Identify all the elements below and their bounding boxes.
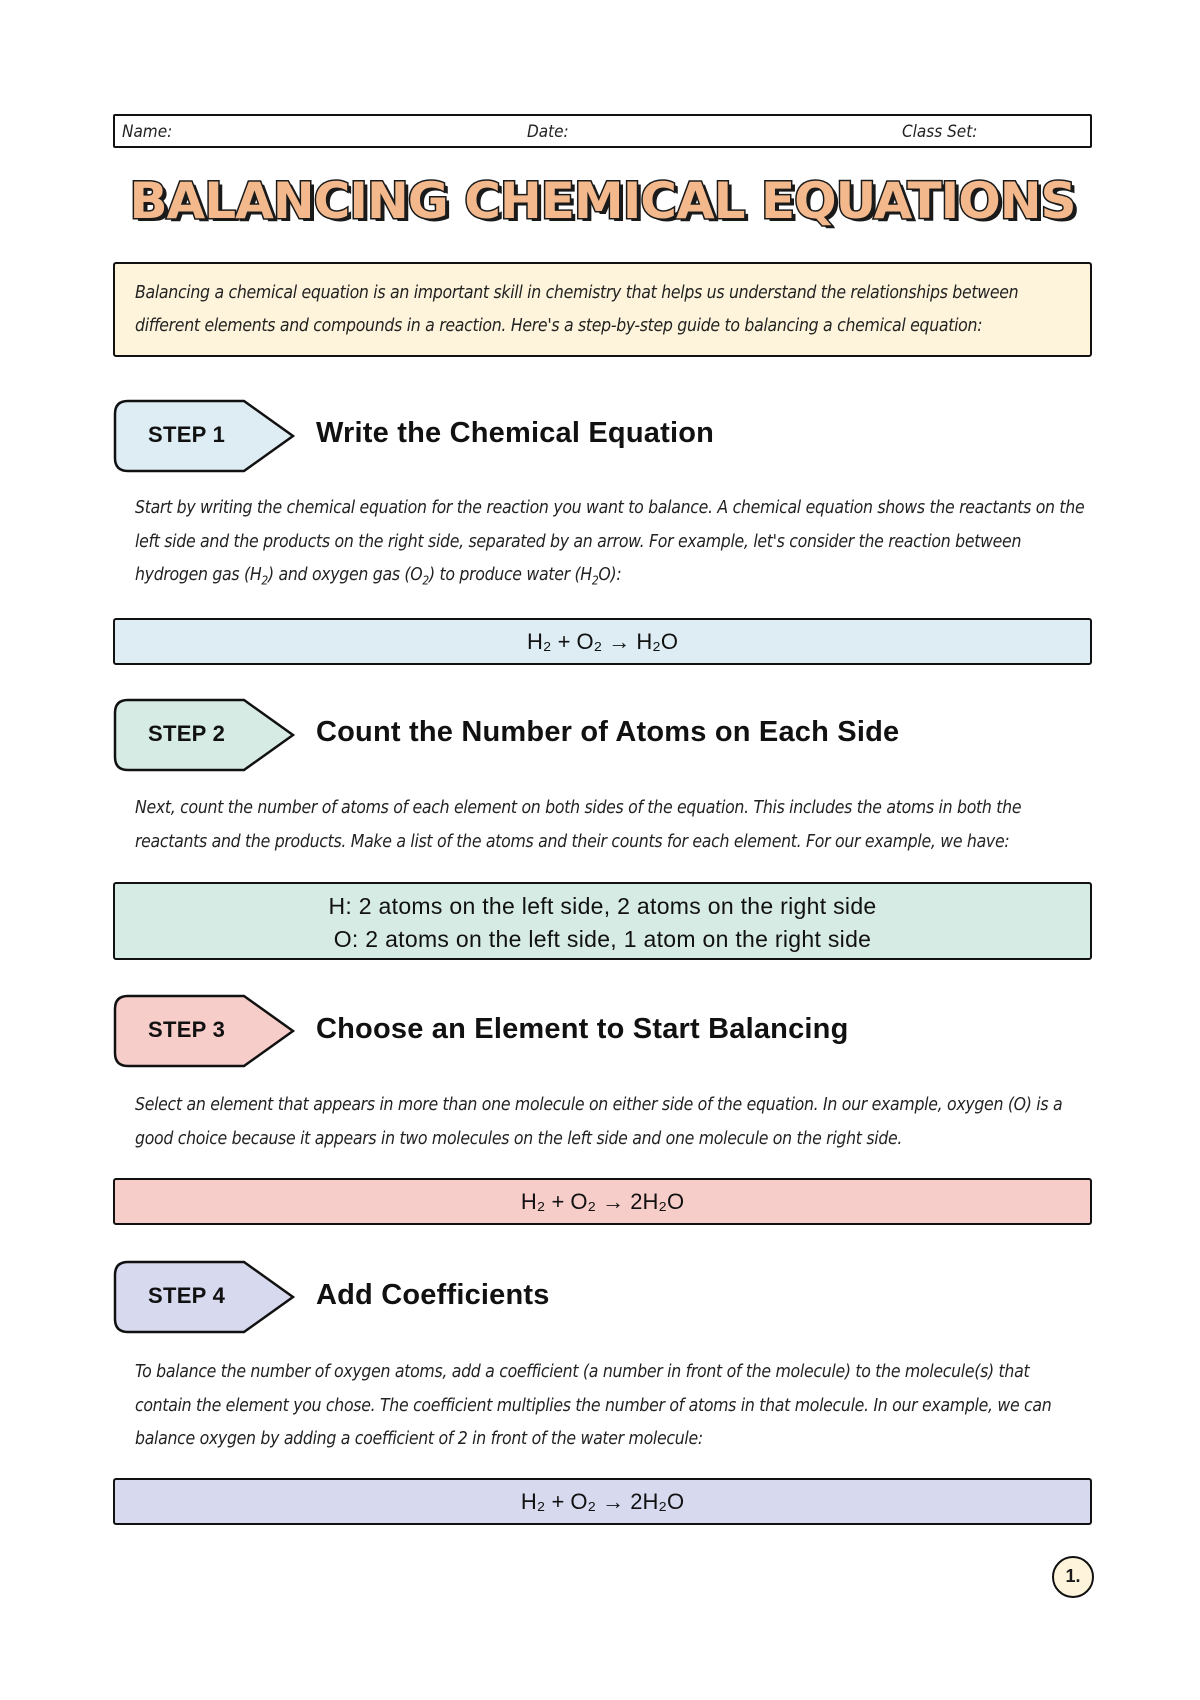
step-1-label: STEP 1 (148, 422, 226, 447)
atom-count-oxygen: O: 2 atoms on the left side, 1 atom on the right side (333, 926, 872, 952)
page-title: BALANCING CHEMICAL EQUATIONS (129, 172, 1076, 230)
student-info-bar (113, 114, 1092, 148)
step-1-equation: H₂ + O₂ → H₂O (527, 629, 678, 654)
step-2-atom-count-box (113, 882, 1092, 960)
date-field-label: Date: (527, 122, 569, 142)
step-2-label: STEP 2 (148, 721, 226, 746)
step-4-equation-box (113, 1478, 1092, 1525)
class-set-field-label: Class Set: (902, 122, 978, 142)
step-2-tag (112, 697, 296, 773)
page-number-badge: 1. (1052, 1556, 1094, 1598)
step-3-tag (112, 993, 296, 1069)
intro-text: Balancing a chemical equation is an important skill in chemistry that helps us understand the relationships between different elements and compounds in a reaction. Here's a step-by-step guide to balancing a chemical equation: (135, 283, 1019, 336)
step-4-equation: H₂ + O₂ → 2H₂O (520, 1489, 685, 1514)
step-4-title: Add Coefficients (316, 1279, 550, 1311)
step-3-label: STEP 3 (148, 1017, 226, 1042)
step-1-title: Write the Chemical Equation (316, 417, 715, 449)
step-1-text: Start by writing the chemical equation for the reaction you want to balance. A chemical equation shows the reactants on the left side and the products on the right side, separated by an arrow. For example, let's consider the reaction between hydrogen gas $(H_2)$ and oxygen gas $(O_2)$ to produce water $(H_2O)$: (135, 498, 1085, 588)
step-1-equation-box (113, 618, 1092, 665)
step-2-title: Count the Number of Atoms on Each Side (316, 716, 900, 748)
step-4-text: To balance the number of oxygen atoms, add a coefficient (a number in front of the molecule) to the molecule(s) that contain the element you chose. The coefficient multiplies the number of atoms in that molecule. In our example, we can balance oxygen by adding a coefficient of 2 in front of the water molecule: (135, 1362, 1052, 1449)
step-2-text: Next, count the number of atoms of each element on both sides of the equation. This includes the atoms in both the reactants and the products. Make a list of the atoms and their counts for each element. For our example, we have: (135, 798, 1022, 852)
step-3-equation-box (113, 1178, 1092, 1225)
step-3-equation: H₂ + O₂ → 2H₂O (520, 1189, 685, 1214)
name-field-label: Name: (122, 122, 173, 142)
step-3-title: Choose an Element to Start Balancing (316, 1013, 849, 1045)
step-3-text: Select an element that appears in more than one molecule on either side of the equation. In our example, oxygen (O) is a good choice because it appears in two molecules on the left side and one molecule on the right side. (135, 1095, 1063, 1149)
intro-box (113, 262, 1092, 357)
atom-count-hydrogen: H: 2 atoms on the left side, 2 atoms on the right side (328, 893, 877, 919)
step-1-tag (112, 398, 296, 474)
step-4-label: STEP 4 (148, 1283, 226, 1308)
step-4-tag (112, 1259, 296, 1335)
